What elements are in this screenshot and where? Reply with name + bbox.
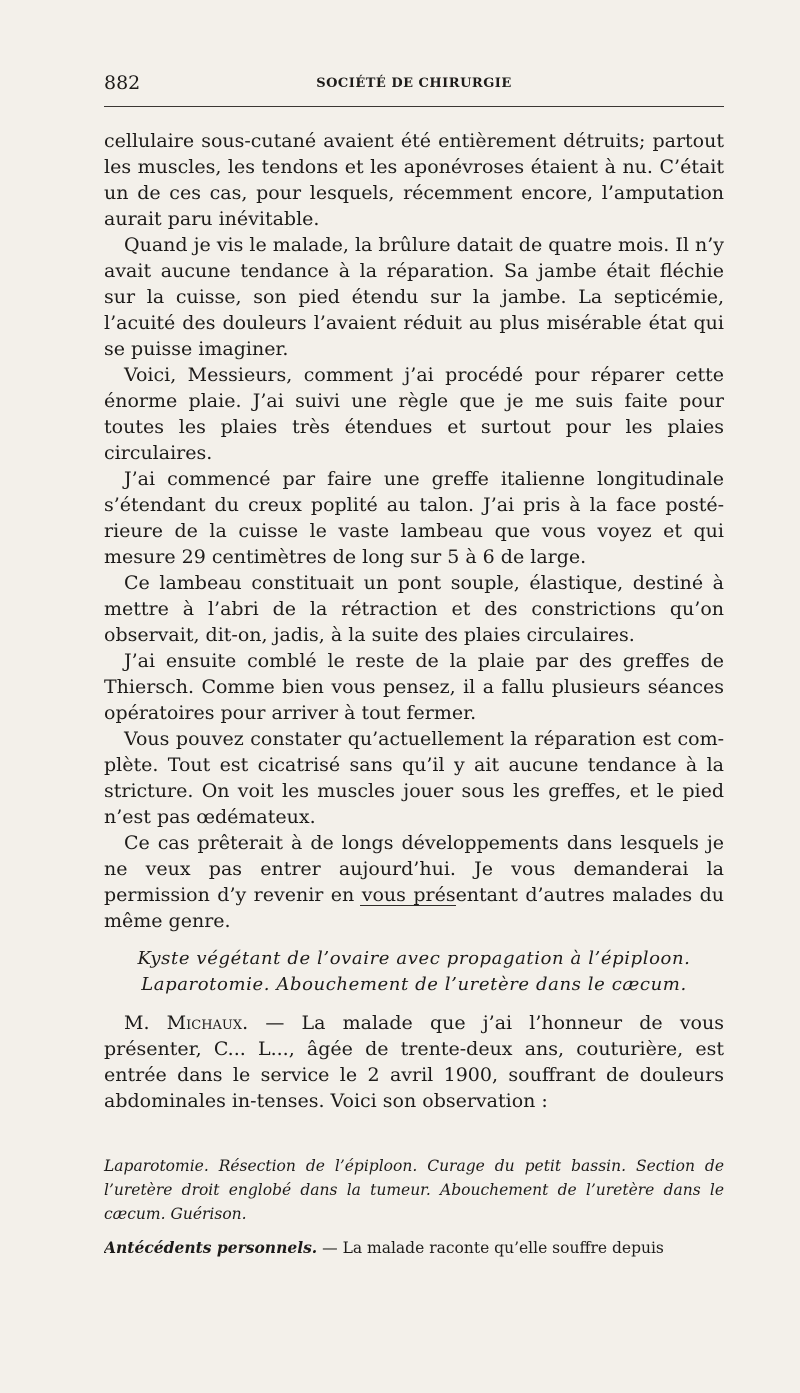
paragraph: J’ai commencé par faire une greffe italienne longitudinale s’étendant du creux poplité au talon. J’ai pris à la face posté-rieure de la cuisse le vaste lambeau que vous voyez et qui mesure 29 centimètres de long sur 5 à 6 de large.: [104, 468, 724, 568]
paragraph: J’ai ensuite comblé le reste de la plaie par des greffes de Thiersch. Comme bien vous pensez, il a fallu plusieurs séances opératoires pour arriver à tout fermer.: [104, 650, 724, 724]
paragraph: cellulaire sous-cutané avaient été entièrement détruits; partout les muscles, les tendons et les aponévroses étaient à nu. C’était un de ces cas, pour lesquels, récemment encore, l’amputation aurait paru inévitable.: [104, 130, 724, 230]
section-heading: [104, 946, 724, 998]
section-separator: [360, 905, 456, 906]
page-number: 882: [104, 72, 141, 94]
paragraph: Voici, Messieurs, comment j’ai procédé pour réparer cette énorme plaie. J’ai suivi une règle que je me suis faite pour toutes les plaies très étendues et surtout pour les plaies circulaires.: [104, 364, 724, 464]
running-title: SOCIÉTÉ DE CHIRURGIE: [316, 76, 512, 91]
body-text: [104, 128, 724, 934]
page-header: [104, 72, 724, 100]
observation-title-text: Laparotomie. Résection de l’épiploon. Curage du petit bassin. Section de l’uretère droit englobé dans la tumeur. Abouchement de l’uretère dans le cæcum. Guérison.: [104, 1157, 724, 1223]
paragraph: Quand je vis le malade, la brûlure datait de quatre mois. Il n’y avait aucune tendance à la réparation. Sa jambe était fléchie sur la cuisse, son pied étendu sur la jambe. La septicémie, l’acuité des douleurs l’avaient réduit au plus misérable état qui se puisse imaginer.: [104, 234, 724, 360]
header-rule: [104, 106, 724, 107]
antecedents-text: — La malade raconte qu’elle souffre depuis: [317, 1239, 664, 1257]
paragraph: Vous pouvez constater qu’actuellement la réparation est com-plète. Tout est cicatrisé sans qu’il y ait aucune tendance à la stricture. On voit les muscles jouer sous les greffes, et le pied n’est pas œdémateux.: [104, 728, 724, 828]
speaker-name: Michaux: [166, 1012, 243, 1034]
speaker-prefix: M.: [124, 1012, 167, 1034]
heading-line-1: Kyste végétant de l’ovaire avec propagation à l’épiploon.: [137, 948, 691, 969]
heading-line-2: Laparotomie. Abouchement de l’uretère dans le cæcum.: [141, 974, 687, 995]
paragraph: Ce lambeau constituait un pont souple, élastique, destiné à mettre à l’abri de la rétraction et des constrictions qu’on observait, dit-on, jadis, à la suite des plaies circulaires.: [104, 572, 724, 646]
paragraph: Ce cas prêterait à de longs développements dans lesquels je ne veux pas entrer aujourd’hui. Je vous demanderai la permission d’y revenir en vous présentant d’autres malades du même genre.: [104, 832, 724, 932]
communication-text: . — La malade que j’ai l’honneur de vous présenter, C... L..., âgée de trente-deux ans, couturière, est entrée dans le service le 2 avril 1900, souffrant de douleurs abdominales in-tenses. Voici son observation :: [104, 1012, 724, 1112]
communication-paragraph: [104, 1010, 724, 1114]
antecedents-label: Antécédents personnels.: [104, 1238, 318, 1257]
antecedents-line: [104, 1236, 724, 1260]
observation-title: [104, 1154, 724, 1226]
